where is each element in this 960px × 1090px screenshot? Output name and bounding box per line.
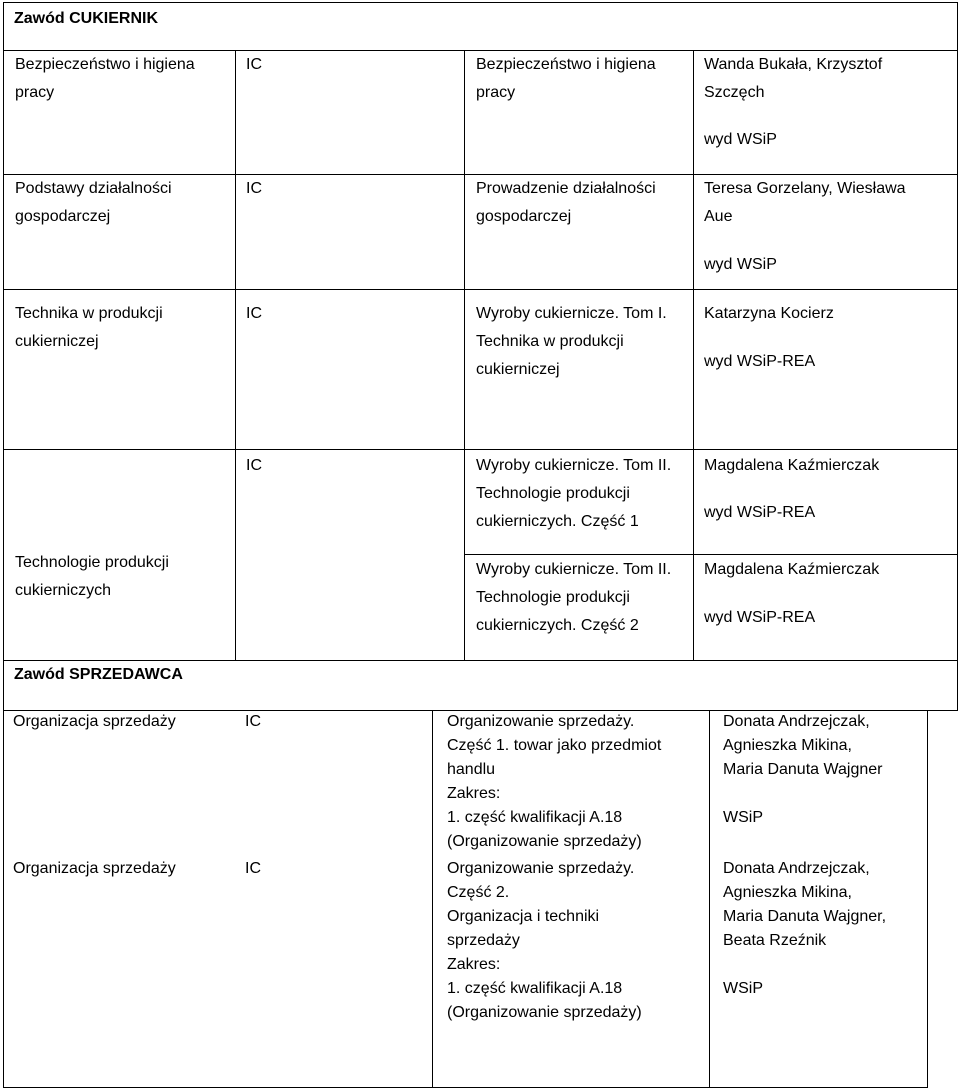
- row3-authors: Katarzyna Kocierz: [704, 305, 834, 322]
- sales-row2-book-line: Organizowanie sprzedaży.: [447, 860, 635, 877]
- section2-divider-1: [432, 710, 433, 1088]
- sales-row2-book-line: sprzedaży: [447, 932, 520, 949]
- row3-book: Wyroby cukiernicze. Tom I. Technika w produkcji cukierniczej: [476, 305, 667, 378]
- row2-book: Prowadzenie działalności gospodarczej: [476, 180, 656, 225]
- sales-row1-book: [447, 710, 661, 854]
- section-title-2: Zawód SPRZEDAWCA: [14, 666, 183, 683]
- sales-row1-author-line: Donata Andrzejczak,: [723, 713, 870, 730]
- row4b-authors: Magdalena Kaźmierczak: [704, 561, 880, 578]
- row3-level-cell: [235, 289, 465, 450]
- sales-row2-book: [447, 857, 642, 1025]
- section-title: Zawód CUKIERNIK: [14, 10, 158, 27]
- row4b-book: Wyroby cukiernicze. Tom II. Technologie produkcji cukierniczych. Część 2: [476, 561, 672, 634]
- row1-subject: Bezpieczeństwo i higiena pracy: [15, 56, 195, 101]
- sales-row1-subject: Organizacja sprzedaży: [13, 713, 176, 730]
- sales-row2-book-line: Organizacja i techniki: [447, 908, 600, 925]
- row4-level: IC: [246, 457, 262, 474]
- row3-publisher: wyd WSiP-REA: [704, 353, 816, 370]
- row2-book-cell: [464, 174, 694, 290]
- sales-row1-publisher: WSiP: [723, 809, 763, 826]
- row3-level: IC: [246, 305, 262, 322]
- row2-subject-cell: [3, 174, 236, 290]
- row4-subject-cell: [3, 449, 236, 661]
- row1-book-cell: [464, 50, 694, 175]
- sales-row1-book-line: 1. część kwalifikacji A.18: [447, 809, 623, 826]
- row1-author-cell: [693, 50, 958, 175]
- sales-row2-author-line: Donata Andrzejczak,: [723, 860, 870, 877]
- row4b-author-cell: [693, 554, 958, 661]
- sales-row1-book-line: Część 1. towar jako przedmiot: [447, 737, 662, 754]
- sales-row2-authors: [723, 857, 886, 953]
- row2-author-cell: [693, 174, 958, 290]
- row4a-authors: Magdalena Kaźmierczak: [704, 457, 880, 474]
- sales-row2-publisher: WSiP: [723, 980, 763, 997]
- sales-row2-level: IC: [245, 860, 261, 877]
- sales-row1-author-line: Agnieszka Mikina,: [723, 737, 852, 754]
- section-title-row-2: [3, 660, 958, 711]
- section-title-row: [3, 2, 958, 51]
- row1-publisher: wyd WSiP: [704, 131, 777, 148]
- sales-row2-book-line: 1. część kwalifikacji A.18: [447, 980, 623, 997]
- sales-row2-author-line: Maria Danuta Wajgner,: [723, 908, 887, 925]
- row4-subject: Technologie produkcji cukierniczych: [15, 554, 169, 599]
- sales-row2-book-line: Część 2.: [447, 884, 510, 901]
- row3-subject-cell: [3, 289, 236, 450]
- row4a-book-cell: [464, 449, 694, 555]
- row2-subject: Podstawy działalności gospodarczej: [15, 180, 172, 225]
- section2-divider-2: [709, 710, 710, 1088]
- sales-row2-subject: Organizacja sprzedaży: [13, 860, 176, 877]
- row1-book: Bezpieczeństwo i higiena pracy: [476, 56, 656, 101]
- row3-author-cell: [693, 289, 958, 450]
- sales-row2-author-line: Agnieszka Mikina,: [723, 884, 852, 901]
- sales-row2-book-line: Zakres:: [447, 956, 501, 973]
- sales-row1-authors: [723, 710, 882, 782]
- sales-row2-author-line: Beata Rzeźnik: [723, 932, 827, 949]
- sales-row1-book-line: handlu: [447, 761, 496, 778]
- row1-level: IC: [246, 56, 262, 73]
- row4-level-cell: [235, 449, 465, 661]
- row2-level: IC: [246, 180, 262, 197]
- row2-authors: Teresa Gorzelany, Wiesława Aue: [704, 180, 906, 225]
- row1-authors: Wanda Bukała, Krzysztof Szczęch: [704, 56, 883, 101]
- sales-row2-book-line: (Organizowanie sprzedaży): [447, 1004, 642, 1021]
- row4b-book-cell: [464, 554, 694, 661]
- sales-row1-level: IC: [245, 713, 261, 730]
- row4a-publisher: wyd WSiP-REA: [704, 504, 816, 521]
- row3-subject: Technika w produkcji cukierniczej: [15, 305, 163, 350]
- row2-publisher: wyd WSiP: [704, 256, 777, 273]
- sales-row1-author-line: Maria Danuta Wajgner: [723, 761, 883, 778]
- row1-level-cell: [235, 50, 465, 175]
- sales-row1-book-line: Zakres:: [447, 785, 501, 802]
- row4a-author-cell: [693, 449, 958, 555]
- row4a-book: Wyroby cukiernicze. Tom II. Technologie produkcji cukierniczych. Część 1: [476, 457, 672, 530]
- row1-subject-cell: [3, 50, 236, 175]
- row4b-publisher: wyd WSiP-REA: [704, 609, 816, 626]
- row2-level-cell: [235, 174, 465, 290]
- sales-row1-book-line: (Organizowanie sprzedaży): [447, 833, 642, 850]
- row3-book-cell: [464, 289, 694, 450]
- sales-row1-book-line: Organizowanie sprzedaży.: [447, 713, 635, 730]
